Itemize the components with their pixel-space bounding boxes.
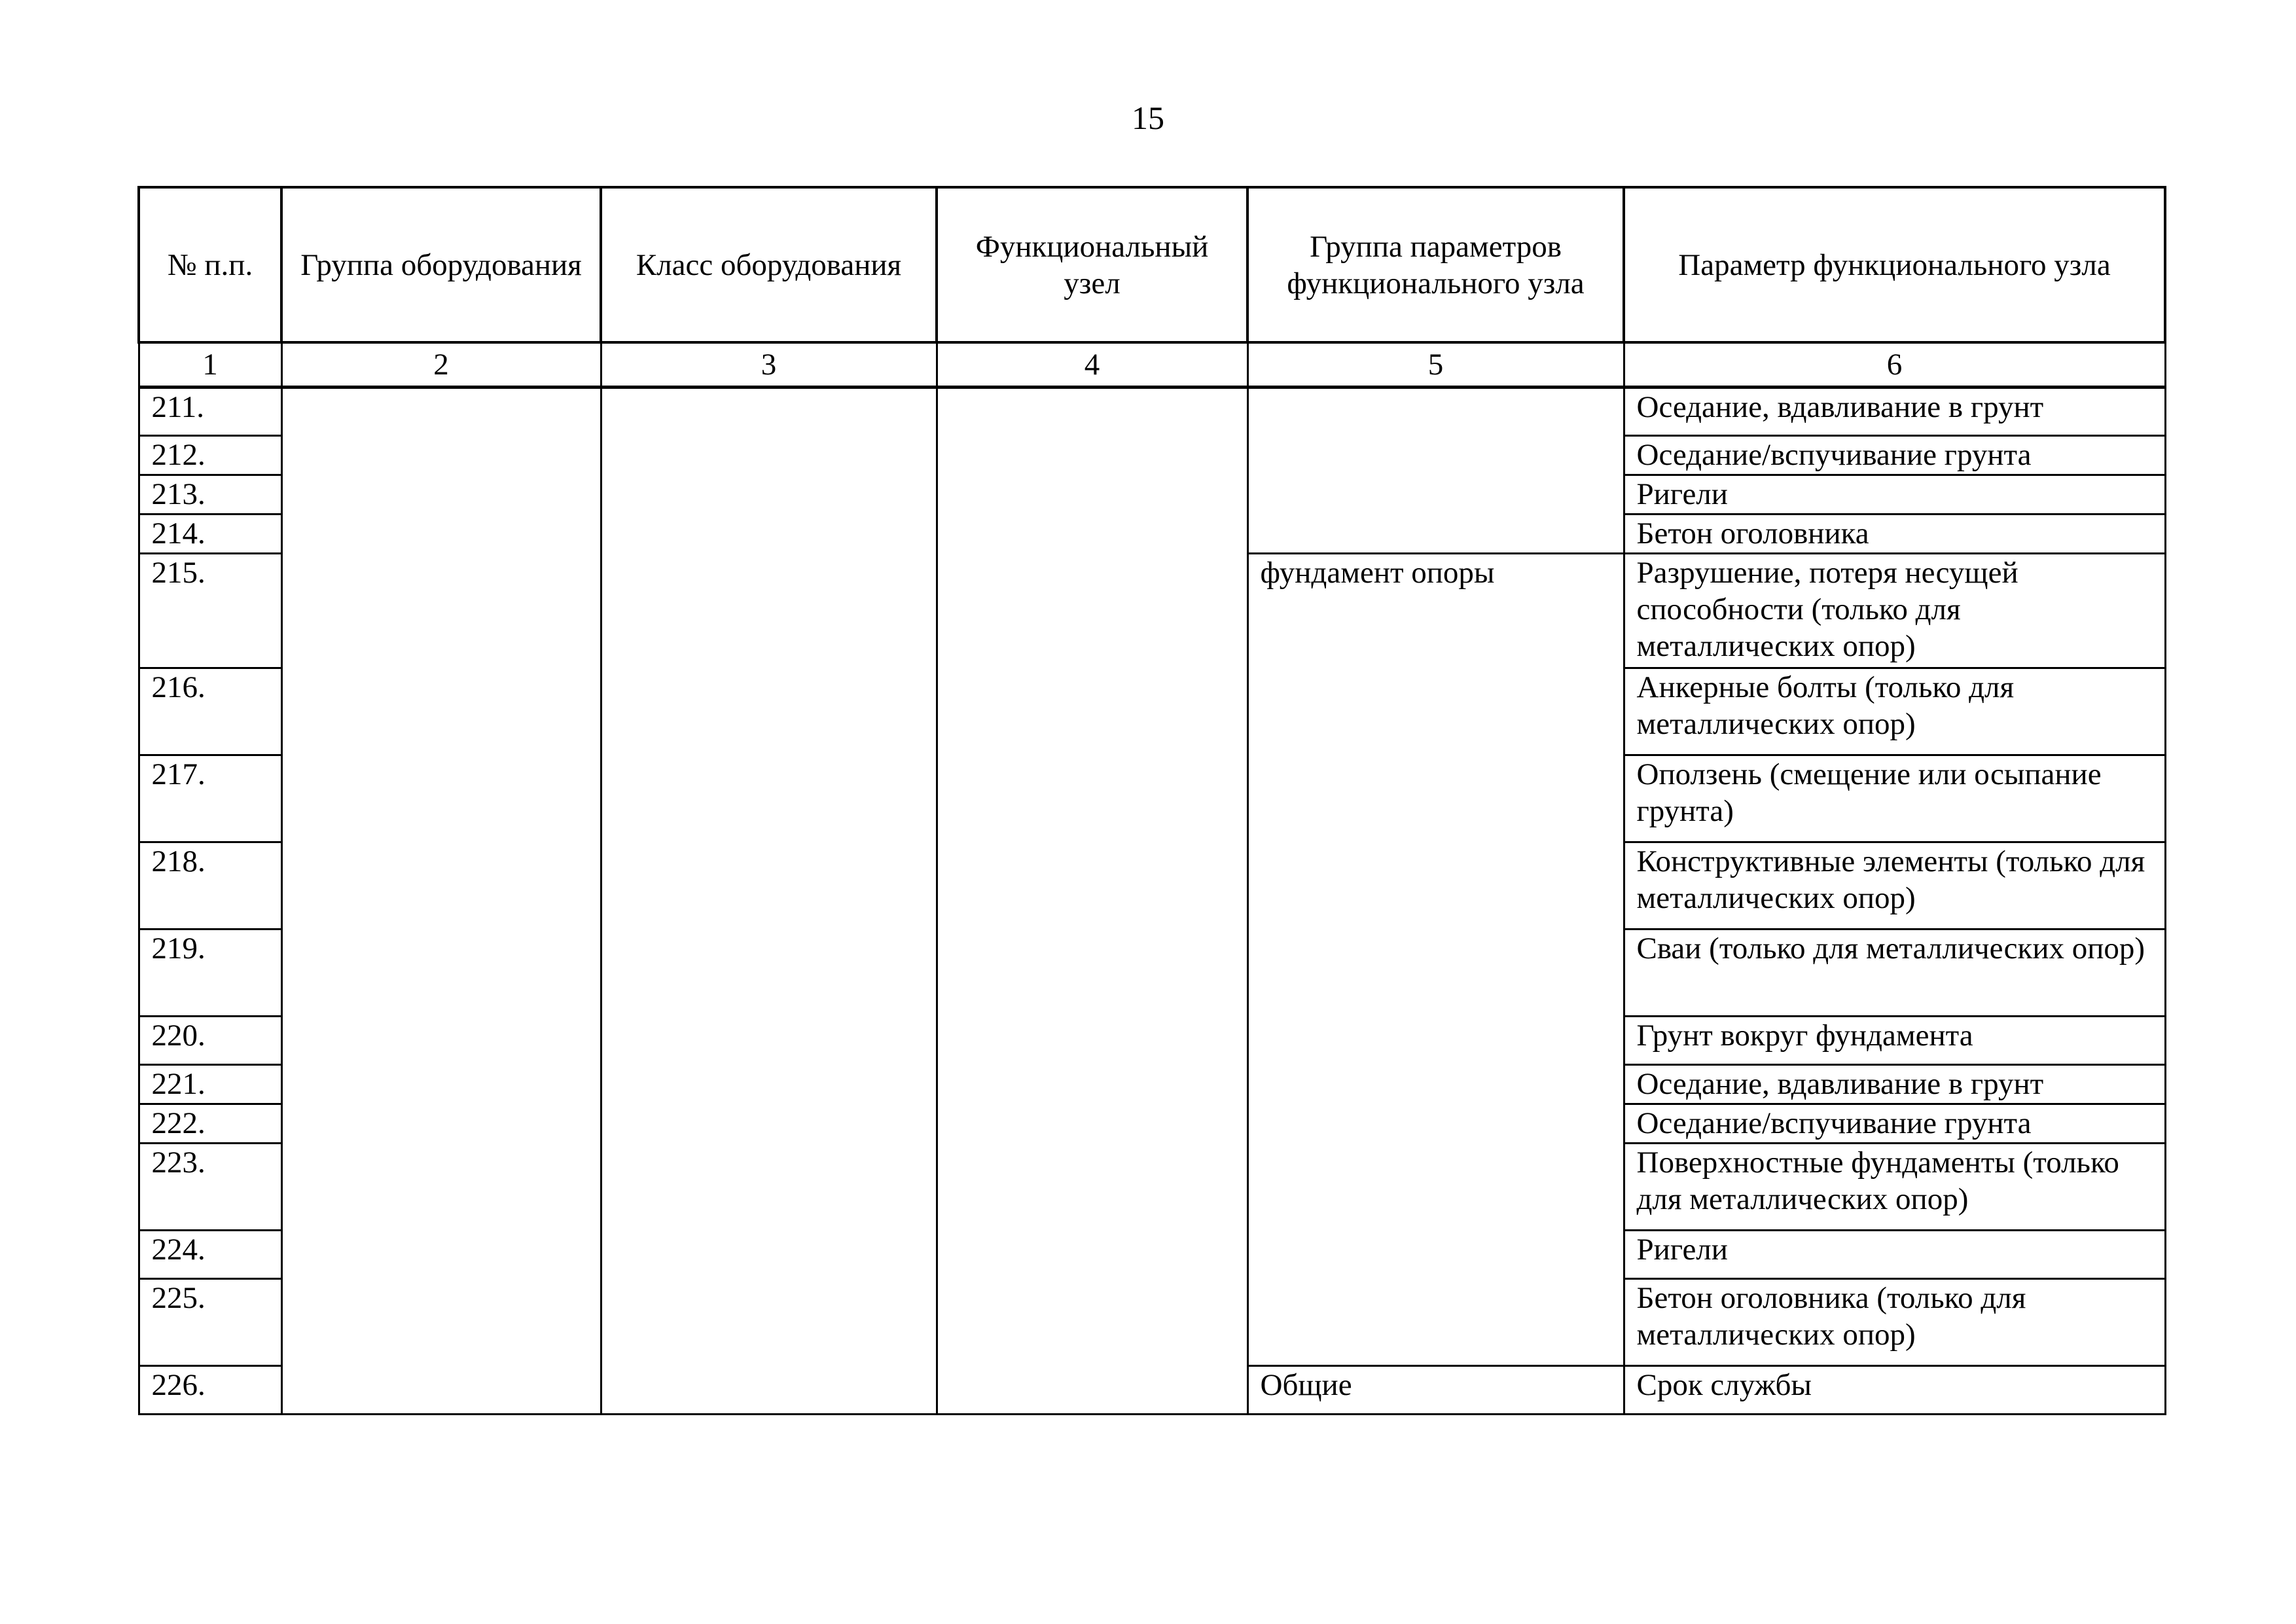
- parameter-cell: Ригели: [1624, 1230, 2165, 1278]
- parameter-cell: Оседание, вдавливание в грунт: [1624, 387, 2165, 435]
- column-number: 6: [1624, 342, 2165, 387]
- parameter-cell: Оползень (смещение или осыпание грунта): [1624, 755, 2165, 842]
- parameter-group-cell: Общие: [1247, 1365, 1624, 1414]
- parameter-cell: Бетон оголовника (только для металлических опор): [1624, 1278, 2165, 1365]
- row-number: 221.: [139, 1064, 281, 1104]
- row-number: 211.: [139, 387, 281, 435]
- header-parameter: Параметр функционального узла: [1624, 187, 2165, 342]
- row-number: 222.: [139, 1104, 281, 1143]
- functional-unit-cell: [937, 387, 1247, 1414]
- parameter-cell: Сваи (только для металлических опор): [1624, 929, 2165, 1016]
- parameter-cell: Бетон оголовника: [1624, 514, 2165, 553]
- row-number: 212.: [139, 435, 281, 475]
- header-parameter-group: Группа параметров функционального узла: [1247, 187, 1624, 342]
- parameter-cell: Ригели: [1624, 475, 2165, 514]
- column-number: 5: [1247, 342, 1624, 387]
- parameter-cell: Анкерные болты (только для металлических опор): [1624, 668, 2165, 755]
- parameter-cell: Оседание/вспучивание грунта: [1624, 1104, 2165, 1143]
- column-number: 4: [937, 342, 1247, 387]
- header-equipment-group: Группа оборудования: [281, 187, 601, 342]
- row-number: 225.: [139, 1278, 281, 1365]
- column-number-row: [139, 342, 2165, 387]
- header-equipment-class: Класс оборудования: [601, 187, 937, 342]
- table-row: [139, 387, 2165, 435]
- column-number: 1: [139, 342, 281, 387]
- parameter-cell: Разрушение, потеря несущей способности (только для металлических опор): [1624, 553, 2165, 668]
- row-number: 219.: [139, 929, 281, 1016]
- row-number: 218.: [139, 842, 281, 929]
- parameter-cell: Грунт вокруг фундамента: [1624, 1016, 2165, 1064]
- row-number: 214.: [139, 514, 281, 553]
- row-number: 224.: [139, 1230, 281, 1278]
- table-header-row: [139, 187, 2165, 342]
- column-number: 3: [601, 342, 937, 387]
- parameter-cell: Поверхностные фундаменты (только для металлических опор): [1624, 1143, 2165, 1230]
- row-number: 216.: [139, 668, 281, 755]
- parameter-cell: Оседание, вдавливание в грунт: [1624, 1064, 2165, 1104]
- header-number: № п.п.: [139, 187, 281, 342]
- equipment-class-cell: [601, 387, 937, 1414]
- page-number: 15: [1132, 99, 1164, 136]
- parameter-cell: Конструктивные элементы (только для металлических опор): [1624, 842, 2165, 929]
- parameter-cell: Оседание/вспучивание грунта: [1624, 435, 2165, 475]
- row-number: 220.: [139, 1016, 281, 1064]
- row-number: 217.: [139, 755, 281, 842]
- parameter-cell: Срок службы: [1624, 1365, 2165, 1414]
- equipment-group-cell: [281, 387, 601, 1414]
- row-number: 215.: [139, 553, 281, 668]
- parameter-group-cell-empty: [1247, 387, 1624, 553]
- equipment-parameters-table: [137, 186, 2166, 1415]
- row-number: 223.: [139, 1143, 281, 1230]
- row-number: 226.: [139, 1365, 281, 1414]
- parameter-group-cell: фундамент опоры: [1247, 553, 1624, 1365]
- column-number: 2: [281, 342, 601, 387]
- row-number: 213.: [139, 475, 281, 514]
- header-functional-unit: Функциональный узел: [937, 187, 1247, 342]
